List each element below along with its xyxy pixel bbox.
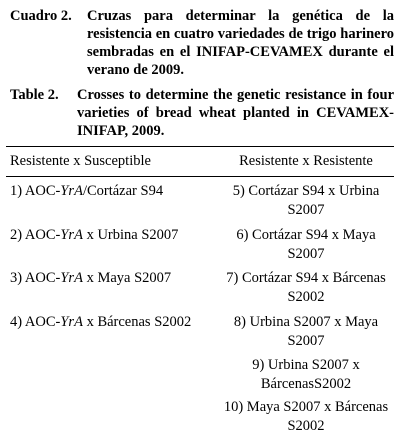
cross-cell-left: 4) AOC-YrA x Bárcenas S2002	[10, 314, 192, 330]
gene-name: YrA	[60, 270, 83, 286]
gene-name: YrA	[60, 227, 83, 243]
cross-cell-right: 6) Cortázar S94 x Maya S2007	[236, 227, 376, 262]
caption-english-label: Table 2.	[10, 87, 59, 103]
cross-cell-right: 8) Urbina S2007 x Maya S2007	[233, 314, 379, 349]
table-header-rule	[6, 176, 394, 177]
caption-english-text: Crosses to determine the genetic resistance in four varieties of bread wheat planted in CEVAMEX-INIFAP, 2009.	[77, 87, 394, 139]
table-top-rule	[6, 146, 394, 147]
cross-cell-left: 2) AOC-YrA x Urbina S2007	[10, 227, 179, 243]
caption-spanish-text: Cruzas para determinar la genética de la resistencia en cuatro variedades de trigo harinero sembradas en el INIFAP-CEVAMEX durante el verano de 2009.	[87, 8, 394, 78]
header-resistant-resistant: Resistente x Resistente	[239, 153, 373, 169]
caption-spanish-label: Cuadro 2.	[10, 8, 72, 24]
caption-spanish	[10, 7, 394, 79]
gene-name: YrA	[60, 183, 83, 199]
cross-cell-right: 9) Urbina S2007 x BárcenasS2002	[252, 357, 360, 392]
cross-cell-right: 5) Cortázar S94 x Urbina S2007	[232, 183, 380, 218]
cross-cell-left: 3) AOC-YrA x Maya S2007	[10, 270, 172, 286]
cross-cell-right: 10) Maya S2007 x Bárcenas S2002	[223, 399, 389, 434]
gene-name: YrA	[60, 314, 83, 330]
header-resistant-susceptible: Resistente x Susceptible	[10, 153, 151, 169]
cross-cell-left: 1) AOC-YrA/Cortázar S94	[10, 183, 164, 199]
caption-english	[10, 86, 394, 140]
cross-cell-right: 7) Cortázar S94 x Bárcenas S2002	[226, 270, 386, 305]
